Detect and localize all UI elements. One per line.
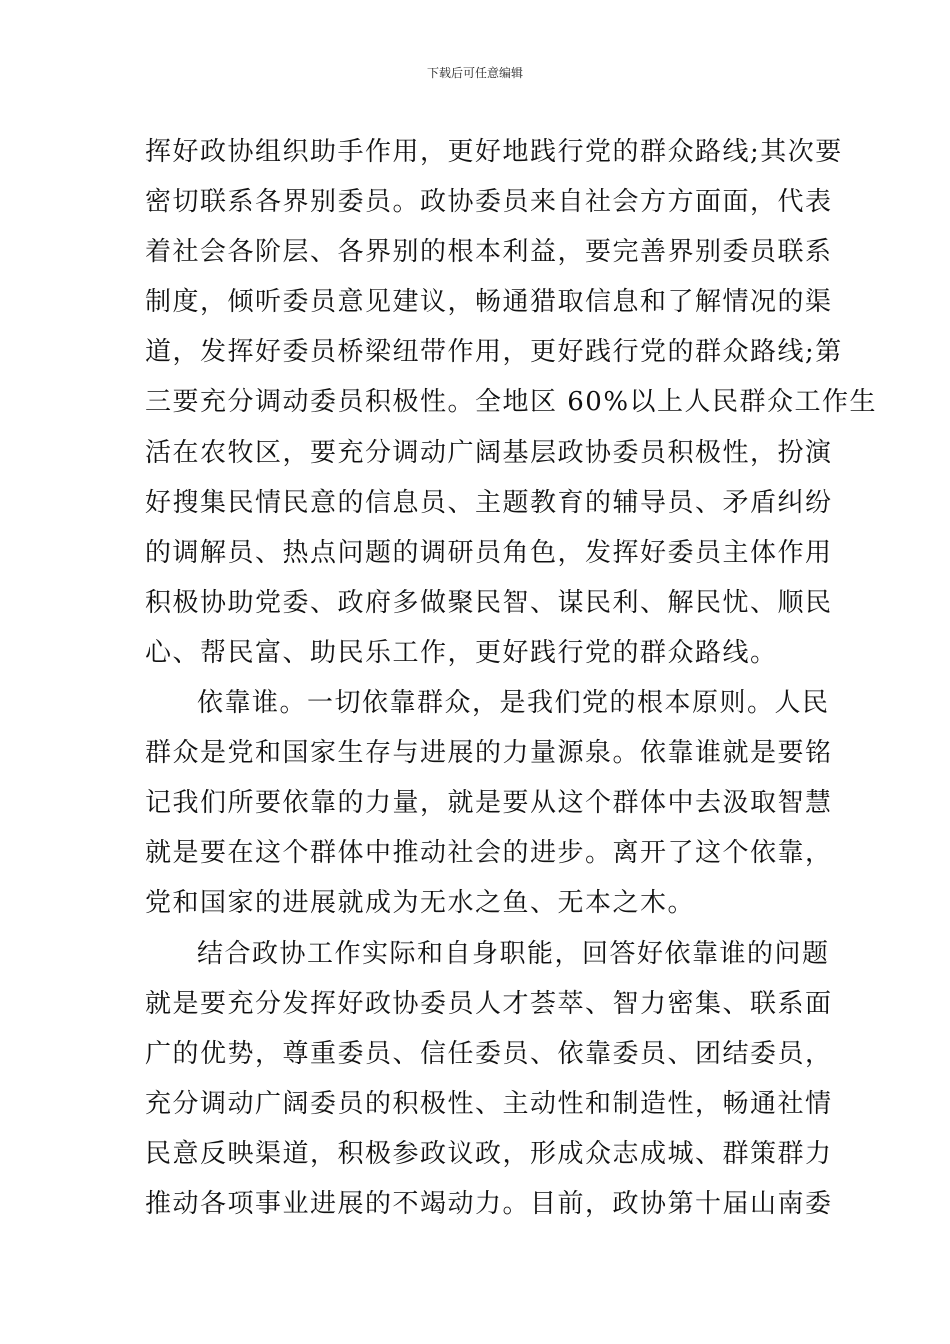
text-line: 道，发挥好委员桥梁纽带作用，更好践行党的群众路线;第 xyxy=(145,337,843,368)
paragraph-first-line: 依靠谁。一切依靠群众，是我们党的根本原则。人民 xyxy=(197,688,830,719)
text-line: 就是要充分发挥好政协委员人才荟萃、智力密集、联系面 xyxy=(145,988,833,1019)
text-line: 的调解员、热点问题的调研员角色，发挥好委员主体作用 xyxy=(145,537,833,568)
text-line: 党和国家的进展就成为无水之鱼、无本之木。 xyxy=(145,888,696,919)
text-line: 好搜集民情民意的信息员、主题教育的辅导员、矛盾纠纷 xyxy=(145,487,833,518)
text-line: 推动各项事业进展的不竭动力。目前，政协第十届山南委 xyxy=(145,1188,833,1219)
text-line: 记我们所要依靠的力量，就是要从这个群体中去汲取智慧 xyxy=(145,788,833,819)
text-line: 积极协助党委、政府多做聚民智、谋民利、解民忧、顺民 xyxy=(145,587,833,618)
text-line: 着社会各阶层、各界别的根本利益，要完善界别委员联系 xyxy=(145,237,833,268)
text-line: 三要充分调动委员积极性。全地区 60%以上人民群众工作生 xyxy=(145,387,878,418)
text-line: 充分调动广阔委员的积极性、主动性和制造性，畅通社情 xyxy=(145,1088,833,1119)
page-header: 下载后可任意编辑 xyxy=(426,66,523,80)
text-line: 就是要在这个群体中推动社会的进步。离开了这个依靠， xyxy=(145,838,833,869)
text-line: 心、帮民富、助民乐工作，更好践行党的群众路线。 xyxy=(145,637,778,668)
text-line: 密切联系各界别委员。政协委员来自社会方方面面，代表 xyxy=(145,187,833,218)
text-line: 民意反映渠道，积极参政议政，形成众志成城、群策群力 xyxy=(145,1138,833,1169)
paragraph-first-line: 结合政协工作实际和自身职能，回答好依靠谁的问题 xyxy=(197,938,830,969)
text-line: 群众是党和国家生存与进展的力量源泉。依靠谁就是要铭 xyxy=(145,738,833,769)
text-line: 活在农牧区，要充分调动广阔基层政协委员积极性，扮演 xyxy=(145,437,833,468)
text-line: 广的优势，尊重委员、信任委员、依靠委员、团结委员， xyxy=(145,1038,833,1069)
text-line: 制度，倾听委员意见建议，畅通猎取信息和了解情况的渠 xyxy=(145,287,833,318)
text-line: 挥好政协组织助手作用，更好地践行党的群众路线;其次要 xyxy=(145,137,843,167)
document-body xyxy=(145,127,878,1229)
